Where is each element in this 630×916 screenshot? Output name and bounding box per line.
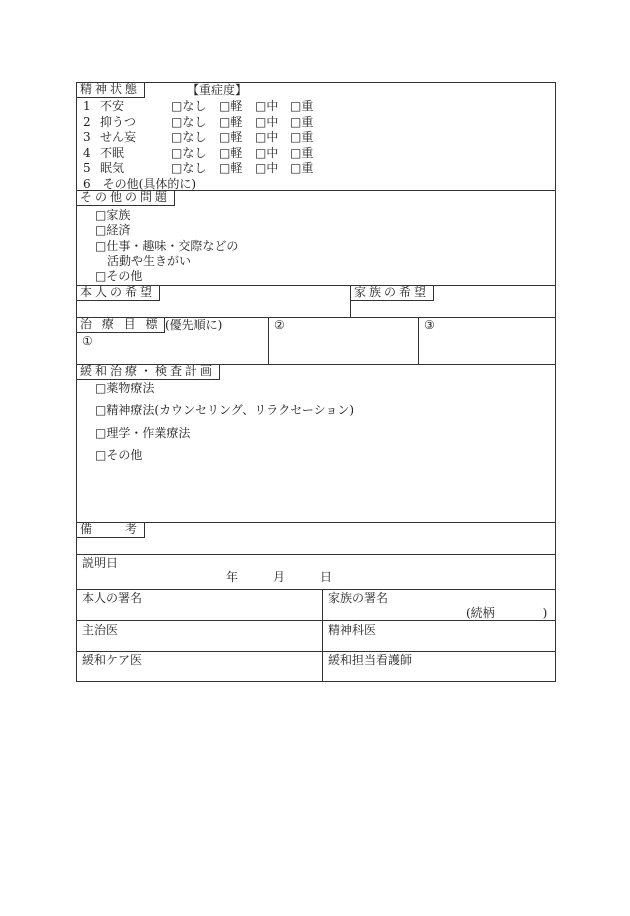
symptom-number: 5 — [83, 161, 91, 175]
palliative-nurse-label: 緩和担当看護師 — [328, 653, 413, 667]
symptom-name: 不眠 — [100, 145, 125, 160]
symptom-name: 抑うつ — [100, 114, 137, 129]
palliative-doctor-label: 緩和ケア医 — [82, 653, 143, 667]
family-signature-label: 家族の署名 — [328, 591, 389, 605]
problem-work-cont: 活動や生きがい — [107, 254, 192, 268]
severity-checkbox[interactable]: □なし — [171, 161, 207, 175]
symptom-name: 不安 — [100, 99, 125, 113]
symptom-name: 眠気 — [100, 161, 125, 175]
goal-1: ① — [82, 334, 93, 348]
goals-note: (優先順に) — [165, 318, 223, 332]
severity-checkbox[interactable]: □重 — [290, 114, 314, 129]
severity-checkbox[interactable]: □重 — [290, 130, 314, 144]
problem-economy-checkbox[interactable]: □経済 — [95, 223, 131, 237]
symptom-number: 3 — [83, 130, 91, 144]
divider — [322, 589, 323, 682]
goal-2: ② — [274, 318, 285, 332]
mental-other: 6 その他(具体的に) — [83, 177, 196, 191]
plan-drug-checkbox[interactable]: □薬物療法 — [95, 381, 155, 395]
remarks-label: 備 考 — [76, 522, 145, 538]
severity-checkbox[interactable]: □軽 — [219, 130, 243, 144]
problem-other-checkbox[interactable]: □その他 — [95, 269, 143, 283]
severity-checkbox[interactable]: □なし — [171, 145, 207, 160]
severity-checkbox[interactable]: □重 — [290, 99, 314, 113]
severity-checkbox[interactable]: □中 — [255, 161, 279, 175]
goal-3: ③ — [424, 318, 435, 332]
year-label: 年 — [226, 570, 239, 584]
severity-checkbox[interactable]: □重 — [290, 161, 314, 175]
severity-checkbox[interactable]: □軽 — [219, 145, 243, 160]
other-problems-label: その他の問題 — [76, 190, 175, 206]
divider — [76, 589, 556, 590]
divider — [76, 651, 556, 652]
family-wish-label: 家族の希望 — [350, 285, 434, 301]
severity-checkbox[interactable]: □なし — [171, 130, 207, 144]
divider — [76, 522, 556, 523]
severity-checkbox[interactable]: □なし — [171, 114, 207, 129]
severity-checkbox[interactable]: □中 — [255, 114, 279, 129]
goals-label: 治 療 目 標 — [76, 317, 165, 333]
self-wish-label: 本人の希望 — [76, 285, 160, 301]
symptom-number: 1 — [83, 99, 91, 113]
plan-rehab-checkbox[interactable]: □理学・作業療法 — [95, 426, 191, 440]
plan-psycho-checkbox[interactable]: □精神療法(カウンセリング、リラクセーション) — [95, 403, 355, 417]
symptom-number: 4 — [83, 145, 91, 160]
severity-checkbox[interactable]: □なし — [171, 99, 207, 113]
symptom-name: せん妄 — [100, 130, 137, 144]
severity-checkbox[interactable]: □中 — [255, 145, 279, 160]
problem-family-checkbox[interactable]: □家族 — [95, 208, 131, 222]
plan-other-checkbox[interactable]: □その他 — [95, 448, 143, 462]
divider — [418, 317, 419, 364]
month-label: 月 — [273, 570, 286, 584]
severity-checkbox[interactable]: □重 — [290, 145, 314, 160]
severity-checkbox[interactable]: □軽 — [219, 114, 243, 129]
relation-label: (続柄 ) — [466, 606, 548, 620]
severity-checkbox[interactable]: □中 — [255, 130, 279, 144]
severity-checkbox[interactable]: □軽 — [219, 99, 243, 113]
self-signature-label: 本人の署名 — [82, 591, 143, 605]
problem-work-checkbox[interactable]: □仕事・趣味・交際などの — [95, 239, 239, 253]
severity-header: 【重症度】 — [187, 83, 248, 97]
severity-checkbox[interactable]: □中 — [255, 99, 279, 113]
explain-date-label: 説明日 — [82, 556, 119, 570]
severity-checkbox[interactable]: □軽 — [219, 161, 243, 175]
psychiatrist-label: 精神科医 — [328, 623, 377, 637]
plan-label: 緩和治療・検査計画 — [76, 364, 220, 380]
divider — [76, 620, 556, 621]
doctor-label: 主治医 — [82, 623, 119, 637]
day-label: 日 — [320, 570, 333, 584]
mental-state-label: 精神状態 — [76, 82, 145, 98]
divider — [76, 554, 556, 555]
divider — [268, 317, 269, 364]
symptom-number: 2 — [83, 114, 91, 129]
